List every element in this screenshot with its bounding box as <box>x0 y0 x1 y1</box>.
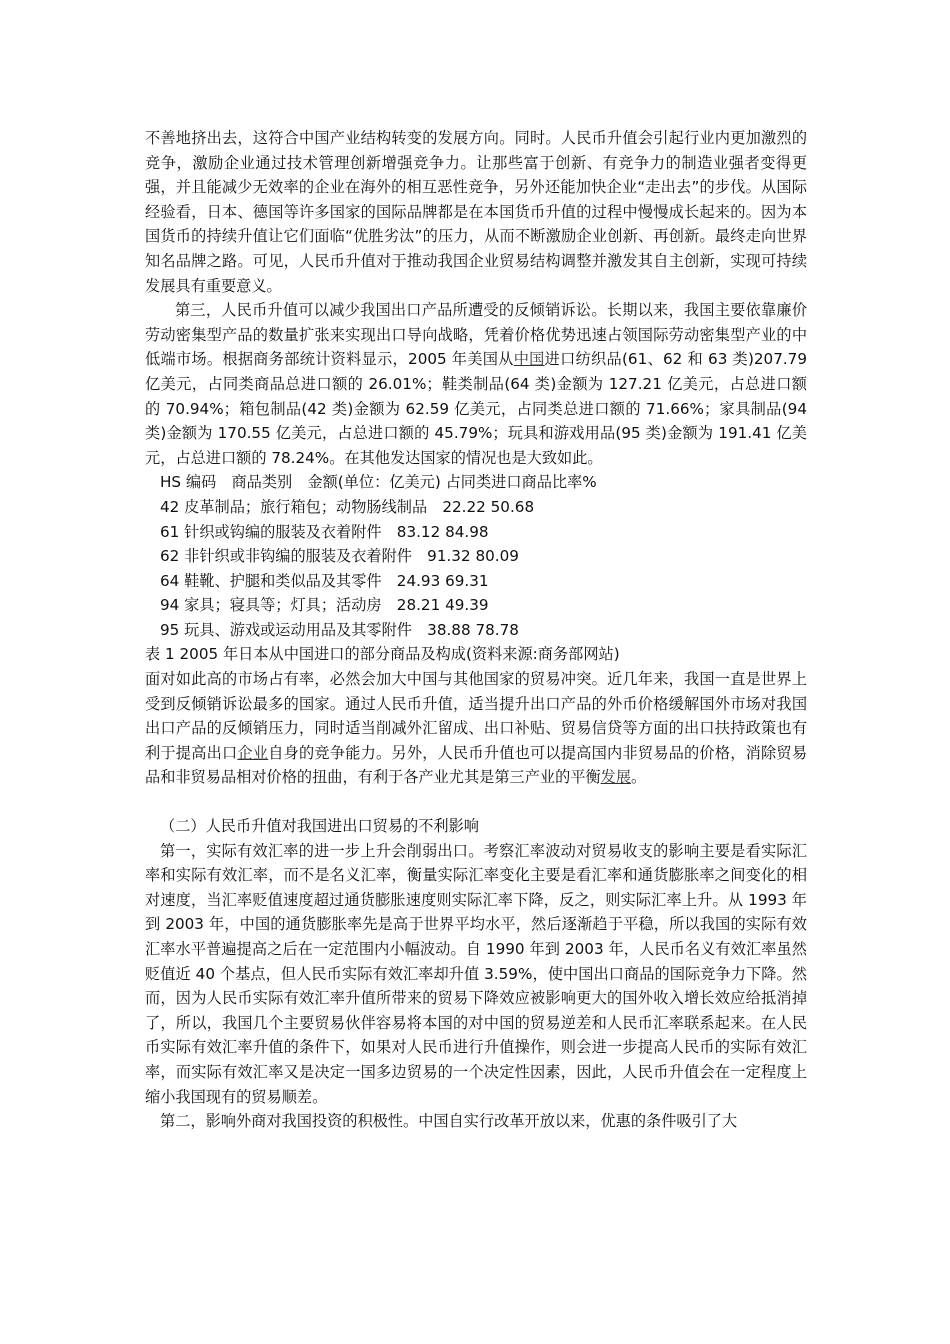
table-caption: 表 1 2005 年日本从中国进口的部分商品及构成(资料来源:商务部网站) <box>145 645 620 664</box>
paragraph-text: 自身的竞争能力。另外，人民币升值也可以提高国内非贸易品的价格，消除贸易品和非贸易品相对价格的扭曲，有利于各产业尤其是第三产业的平衡 <box>145 743 808 787</box>
table-row: 95 玩具、游戏或运动用品及其零附件 38.88 78.78 <box>160 620 519 639</box>
paragraph-foreign-investment: 第二，影响外商对我国投资的积极性。中国自实行改革开放以来，优惠的条件吸引了大 <box>160 1112 738 1131</box>
table-row: 61 针织或钩编的服装及衣着附件 83.12 84.98 <box>160 522 489 541</box>
table-row: 94 家具；寝具等；灯具；活动房 28.21 49.39 <box>160 596 489 615</box>
paragraph-text: 进口纺织品(61、62 和 63 类)207.79 亿美元，占同类商品总进口额的 26.01%；鞋类制品(64 类)金额为 127.21 亿美元，占总进口额的 70.94%；箱包制品(42 类)金额为 62.59 亿美元，占同类总进口额的 71.66%；家具制品(94 类)金额为 170.55 亿美元，占总进口额的 45.79%；玩具和游戏用品(95 类)金额为 191.41 亿美元，占总进口额的 78.24%。在其他发达国家的情况也是大致如此。 <box>145 350 808 467</box>
link-china[interactable]: 中国 <box>513 350 545 369</box>
paragraph-text: 第三，人民币升值可以减少我国出口产品所遭受的反倾销诉讼。长期以来，我国主要依靠廉价劳动密集型产品的数量扩张来实现出口导向战略，凭着价格优势迅速占领国际劳动密集型产业的中低端市场。根据商务部统计资料显示，2005 年美国从 <box>145 301 807 369</box>
table-header: HS 编码 商品类别 金额(单位：亿美元) 占同类进口商品比率% <box>160 473 597 492</box>
paragraph-text: 。 <box>631 768 647 787</box>
paragraph-1: 不善地挤出去，这符合中国产业结构转变的发展方向。同时。人民币升值会引起行业内更加激烈的竞争，激励企业通过技术管理创新增强竞争力。让那些富于创新、有竞争力的制造业强者变得更强，并且能减少无效率的企业在海外的相互恶性竞争，另外还能加快企业“走出去”的步伐。从国际经验看，日本、德国等许多国家的国际品牌都是在本国货币升值的过程中慢慢成长起来的。因为本国货币的持续升值让它们面临“优胜劣汰”的压力，从而不断激励企业创新、再创新。最终走向世界知名品牌之路。可见，人民币升值对于推动我国企业贸易结构调整并激发其自主创新，实现可持续发展具有重要意义。 <box>145 129 807 295</box>
link-enterprise[interactable]: 企业 <box>237 743 269 762</box>
paragraph-trade-conflict <box>145 667 807 790</box>
paragraph-text: 面对如此高的市场占有率，必然会加大中国与其他国家的贸易冲突。近几年来，我国一直是世界上受到反倾销诉讼最多的国家。通过人民币升值，适当提升出口产品的外币价格缓解国外市场对我国出口产品的反倾销压力，同时适当削减外汇留成、出口补贴、贸易信贷等方面的出口扶持政策也有利于提高出口 <box>145 670 807 762</box>
section-heading: （二）人民币升值对我国进出口贸易的不利影响 <box>160 817 479 836</box>
table-row: 62 非针织或非钩编的服装及衣着附件 91.32 80.09 <box>160 547 519 566</box>
paragraph-anti-dumping <box>145 298 807 470</box>
table-row: 64 鞋靴、护腿和类似品及其零件 24.93 69.31 <box>160 571 489 590</box>
table-row: 42 皮革制品；旅行箱包；动物肠线制品 22.22 50.68 <box>160 497 535 516</box>
document-page <box>145 126 807 1134</box>
paragraph-exchange-rate: 第一，实际有效汇率的进一步上升会削弱出口。考察汇率波动对贸易收支的影响主要是看实际汇率和实际有效汇率，而不是名义汇率，衡量实际汇率变化主要是看汇率和通货膨胀率之间变化的相对速度，当汇率贬值速度超过通货膨胀速度则实际汇率下降，反之，则实际汇率上升。从 1993 年到 2003 年，中国的通货膨胀率先是高于世界平均水平，然后逐渐趋于平稳，所以我国的实际有效汇率水平普遍提高之后在一定范围内小幅波动。自 1990 年到 2003 年，人民币名义有效汇率虽然贬值近 40 个基点，但人民币实际有效汇率却升值 3.59%，使中国出口商品的国际竞争力下降。然而，因为人民币实际有效汇率升值所带来的贸易下降效应被影响更大的国外收入增长效应给抵消掉了，所以，我国几个主要贸易伙伴容易将本国的对中国的贸易逆差和人民币汇率联系起来。在人民币实际有效汇率升值的条件下，如果对人民币进行升值操作，则会进一步提高人民币的实际有效汇率，而实际有效汇率又是决定一国多边贸易的一个决定性因素，因此，人民币升值会在一定程度上缩小我国现有的贸易顺差。 <box>145 841 807 1106</box>
blank-line <box>145 790 807 814</box>
link-development[interactable]: 发展 <box>600 768 631 787</box>
